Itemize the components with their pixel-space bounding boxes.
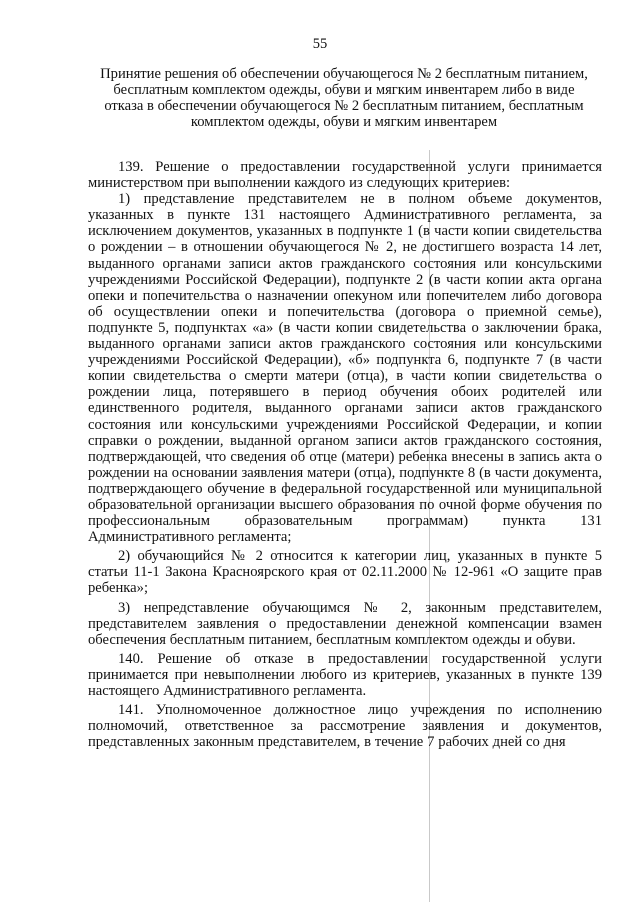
page-number: 55 [312, 36, 328, 52]
document-body [88, 159, 602, 750]
paragraph-139-item-1: 1) представление представителем не в полном объеме документов, указанных в пункте 131 настоящего Административного регламента, за исключением документов, указанных в подпункте 1 (в части копии свидетельства о рождении – в отношении обучающегося № 2, не достигшего возраста 14 лет, выданного органами записи актов гражданского состояния или консульскими учреждениями Российской Федерации), подпункте 2 (в части копии акта органа опеки и попечительства о назначении опекуном или попечителем либо договора об осуществлении опеки и попечительства (договора о приемной семье), подпункте 5, подпунктах «а» (в части копии свидетельства о заключении брака, выданного органами записи актов гражданского состояния или консульскими учреждениями Российской Федерации), «б» подпункта 6, подпункте 7 (в части копии свидетельства о смерти матери (отца), в части копии свидетельства о рождении лица, потерявшего в период обучения обоих родителей или единственного родителя, выданного органами записи актов гражданского состояния или консульскими учреждениями Российской Федерации, и копии справки о рождении, выданной органом записи актов гражданского состояния, подтверждающей, что сведения об отце (матери) ребенка внесены в запись акта о рождении на основании заявления матери (отца), подпункте 8 (в части документа, подтверждающего обучение в федеральной государственной или муниципальной образовательной организации высшего образования по очной форме обучения по профессиональным образовательным программам) пункта 131 Административного регламента; [88, 191, 602, 546]
paragraph-141: 141. Уполномоченное должностное лицо учреждения по исполнению полномочий, ответственное за рассмотрение заявления и документов, представленных законным представителем, в течение 7 рабочих дней со дня [88, 702, 602, 751]
section-heading: Принятие решения об обеспечении обучающегося № 2 бесплатным питанием, бесплатным комплектом одежды, обуви и мягким инвентарем либо в виде отказа в обеспечении обучающегося № 2 бесплатным питанием, бесплатным комплектом одежды, обуви и мягким инвентарем [100, 66, 588, 130]
paragraph-140: 140. Решение об отказе в предоставлении государственной услуги принимается при невыполнении любого из критериев, указанных в пункте 139 настоящего Административного регламента. [88, 650, 602, 699]
paragraph-139-item-3: 3) непредставление обучающимся № 2, законным представителем, представителем заявления о предоставлении денежной компенсации взамен обеспечения бесплатным питанием, бесплатным комплектом одежды и обуви. [88, 599, 602, 648]
paragraph-139: 139. Решение о предоставлении государственной услуги принимается министерством при выполнении каждого из следующих критериев: [88, 159, 602, 192]
paragraph-139-item-2: 2) обучающийся № 2 относится к категории лиц, указанных в пункте 5 статьи 11-1 Закона Красноярского края от 02.11.2000 № 12-961 «О защите прав ребенка»; [88, 548, 602, 597]
